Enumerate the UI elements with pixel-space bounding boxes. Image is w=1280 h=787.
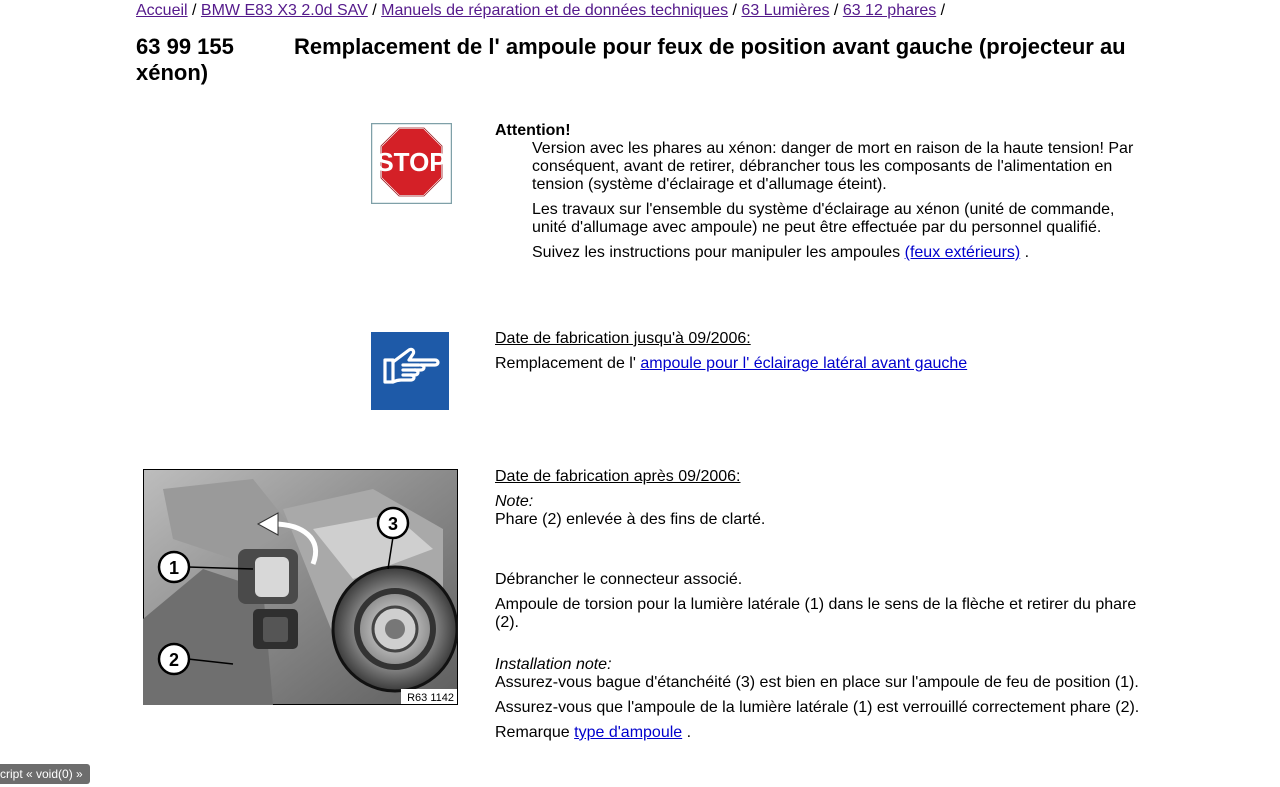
- warning-instructions: Suivez les instructions pour manipuler les ampoules (feux extérieurs) .: [532, 244, 1030, 261]
- warning-heading: Attention!: [495, 122, 571, 139]
- figure-reference: R63 1142: [407, 692, 454, 704]
- repair-code: 63 99 155: [136, 34, 234, 59]
- note-text: Phare (2) enlevée à des fins de clarté.: [495, 511, 766, 528]
- warning-block: [495, 122, 1145, 262]
- callout-1: [159, 552, 189, 582]
- breadcrumb: [136, 2, 945, 20]
- installation-note-label: Installation note:: [495, 656, 612, 673]
- pointing-hand-icon: [371, 332, 449, 410]
- before-2006-instruction: Remplacement de l' ampoule pour l' éclairage latéral avant gauche: [495, 355, 968, 372]
- warning-paragraph: Version avec les phares au xénon: danger de mort en raison de la haute tension! Par conséquent, avant de retirer, débrancher tous les composants de l'alimentation en tension (système d'éclairage et d'allumage éteint).: [532, 140, 1134, 193]
- breadcrumb-vehicle-link[interactable]: BMW E83 X3 2.0d SAV: [200, 2, 368, 19]
- breadcrumb-separator: /: [367, 2, 382, 19]
- side-light-bulb-link[interactable]: ampoule pour l' éclairage latéral avant gauche: [640, 355, 968, 372]
- svg-text:3: 3: [387, 514, 399, 534]
- callout-3: [378, 508, 408, 538]
- breadcrumb-headlights-link[interactable]: 63 12 phares: [842, 2, 937, 19]
- stop-sign-icon: [371, 123, 452, 204]
- after-2006-block: [495, 468, 1155, 742]
- title-text: Remplacement de l' ampoule pour feux de position avant gauche (projecteur au xénon): [136, 34, 1126, 85]
- breadcrumb-home-link[interactable]: Accueil: [136, 2, 188, 19]
- bulb-type-remark: Remarque type d'ampoule .: [495, 724, 692, 741]
- breadcrumb-separator: /: [187, 2, 201, 19]
- svg-text:2: 2: [168, 650, 180, 670]
- before-2006-block: [495, 330, 1145, 373]
- page-title: [136, 34, 1146, 86]
- callout-2: [159, 644, 189, 674]
- after-2006-heading: Date de fabrication après 09/2006:: [495, 468, 741, 485]
- step-twist-bulb: Ampoule de torsion pour la lumière latérale (1) dans le sens de la flèche et retirer du phare (2).: [495, 596, 1137, 631]
- bulb-type-link[interactable]: type d'ampoule: [574, 724, 683, 741]
- installation-step: Assurez-vous bague d'étanchéité (3) est bien en place sur l'ampoule de feu de position (1).: [495, 674, 1139, 691]
- breadcrumb-separator: /: [936, 2, 946, 19]
- exterior-lights-link[interactable]: (feux extérieurs): [904, 244, 1021, 261]
- installation-step: Assurez-vous que l'ampoule de la lumière latérale (1) est verrouillé correctement phare (2).: [495, 699, 1140, 716]
- breadcrumb-separator: /: [728, 2, 742, 19]
- breadcrumb-manuals-link[interactable]: Manuels de réparation et de données techniques: [381, 2, 729, 19]
- bulb-removal-figure: [143, 469, 458, 705]
- stop-sign-text: STOP: [376, 147, 447, 177]
- svg-text:1: 1: [168, 558, 180, 578]
- status-bar: cript « void(0) »: [0, 764, 90, 784]
- before-2006-heading: Date de fabrication jusqu'à 09/2006:: [495, 330, 751, 347]
- breadcrumb-separator: /: [829, 2, 843, 19]
- note-label: Note:: [495, 493, 534, 510]
- warning-paragraph: Les travaux sur l'ensemble du système d'éclairage au xénon (unité de commande, unité d'allumage avec ampoule) ne peut être effectuée par du personnel qualifié.: [532, 201, 1115, 236]
- step-disconnect: Débrancher le connecteur associé.: [495, 571, 743, 588]
- breadcrumb-lights-link[interactable]: 63 Lumières: [741, 2, 830, 19]
